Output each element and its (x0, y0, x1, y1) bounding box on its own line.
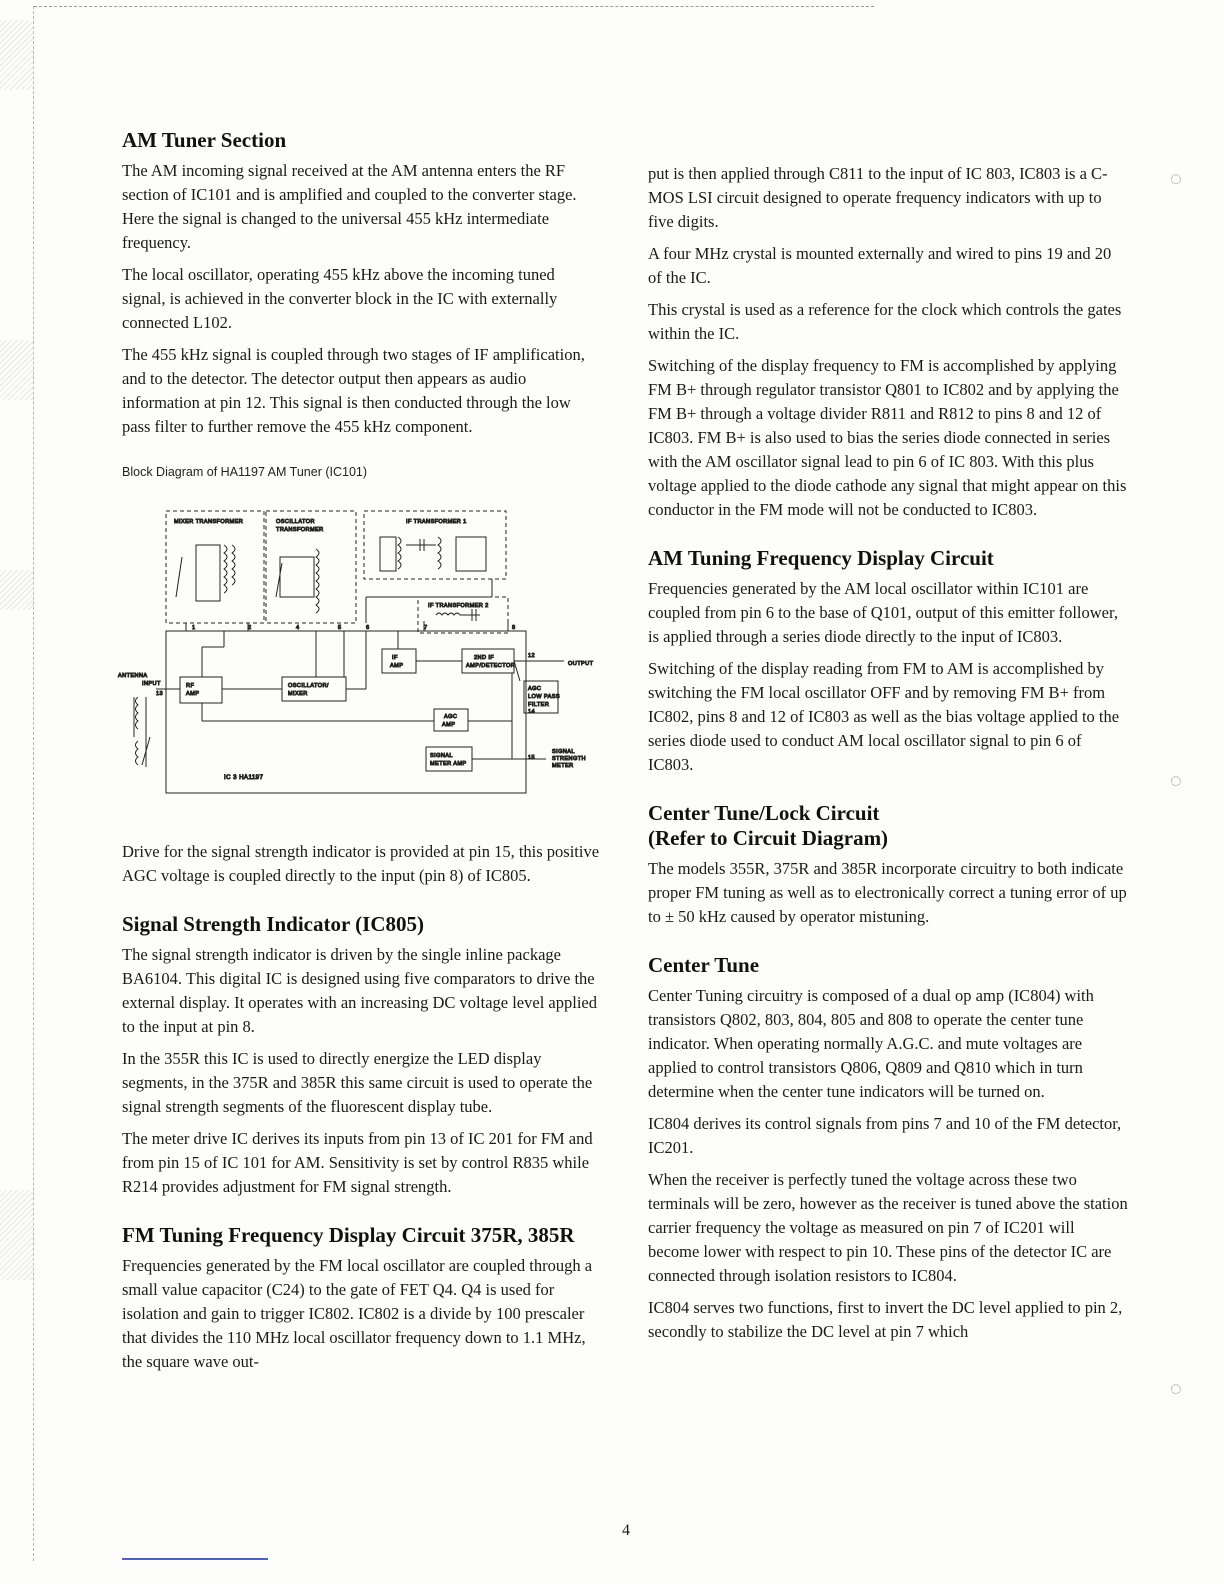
label-ic: IC 3 HA1197 (224, 774, 264, 781)
page-number: 4 (622, 1522, 630, 1539)
label-rf: RF (186, 683, 195, 689)
label-mixer-transformer: MIXER TRANSFORMER (174, 519, 244, 525)
paragraph: The signal strength indicator is driven by the single inline package BA6104. This digital IC is designed using five comparators to drive the external display. It operates with an increasing DC voltage level applied to the input at pin 8. (122, 945, 597, 1036)
paragraph: The models 355R, 375R and 385R incorporate circuitry to both indicate proper FM tuning as well as to electronically correct a tuning error of up to ± 50 kHz caused by operator mistuning. (648, 859, 1127, 926)
pin-12: 12 (528, 653, 536, 659)
paragraph: In the 355R this IC is used to directly energize the LED display segments, in the 375R and 385R this same circuit is used to operate the signal strength segments of the fluorescent display tube. (122, 1049, 593, 1116)
label-2nd-if: 2ND IF (474, 655, 495, 661)
second-if-block (462, 649, 514, 673)
label-meter-amp: METER AMP (430, 761, 467, 767)
binder-hole-mark: ◌ (1170, 1378, 1182, 1400)
if-amp-block (382, 649, 416, 673)
scan-noise (0, 570, 34, 610)
scan-noise (0, 340, 34, 400)
paragraph: The 455 kHz signal is coupled through two stages of IF amplification, and to the detector. The detector output then appears as audio information at pin 12. This signal is then conducted through the low pass filter to further remove the 455 kHz component. (122, 345, 585, 436)
paragraph: IC804 serves two functions, first to invert the DC level applied to pin 2, secondly to stabilize the DC level at pin 7 which (648, 1298, 1123, 1341)
label-agc-amp: AGC (444, 714, 458, 720)
label-amp: AMP (186, 691, 200, 697)
section-subheading-circuit-diagram: (Refer to Circuit Diagram) (648, 826, 889, 850)
label-signal: SIGNAL (430, 753, 453, 759)
paragraph: When the receiver is perfectly tuned the voltage across these two terminals will be zero, however as the receiver is tuned above the station carrier frequency the voltage as measured on pin 7 of IC201 will become lower with respect to pin 10. These pins of the detector IC are connected through isolation resistors to IC804. (648, 1170, 1128, 1285)
label-strength: STRENGTH (552, 756, 586, 762)
section-heading-center-tune: Center Tune (648, 953, 760, 977)
label-if-amp: AMP (390, 663, 404, 669)
scan-left-rule (33, 6, 34, 1561)
scan-noise (0, 1190, 34, 1280)
paragraph: This crystal is used as a reference for the clock which controls the gates within the IC. (648, 300, 1122, 343)
pin-15: 15 (528, 755, 536, 761)
paragraph: Frequencies generated by the FM local oscillator are coupled through a small value capacitor (C24) to the gate of FET Q4. Q4 is used for isolation and gain to trigger IC802. IC802 is a divide by 100 prescaler that divides the 110 MHz local oscillator frequency down to 1.1 MHz, the square wave out- (122, 1256, 593, 1371)
label-if-transformer-2: IF TRANSFORMER 2 (428, 603, 489, 609)
label-low-pass: LOW PASS (528, 694, 561, 700)
paragraph: Switching of the display frequency to FM is accomplished by applying FM B+ through regulator transistor Q801 to IC802 and by applying the FM B+ through a voltage divider R811 and R812 to pins 8 and 12 of IC803. FM B+ is also used to bias the series diode connected in series with the AM oscillator signal lead to pin 6 of IC 803. With this plus voltage applied to the diode cathode any signal that might appear on this conductor in the FM mode will not be conducted to IC803. (648, 356, 1127, 519)
paragraph: Drive for the signal strength indicator is provided at pin 15, this positive AGC voltage is coupled directly to the input (pin 8) of IC805. (122, 842, 600, 885)
pin-8: 8 (512, 625, 516, 631)
section-heading-am-tuner: AM Tuner Section (122, 128, 287, 152)
label-oscillator: OSCILLATOR (276, 519, 315, 525)
rf-amp-block (180, 677, 222, 703)
section-heading-am-display: AM Tuning Frequency Display Circuit (648, 546, 994, 570)
pin-13: 13 (156, 691, 164, 697)
section-heading-signal-strength: Signal Strength Indicator (IC805) (122, 912, 425, 936)
left-column (118, 128, 602, 1382)
paragraph: Switching of the display reading from FM to AM is accomplished by switching the FM local oscillator OFF and by removing FM B+ from IC802, pins 8 and 12 of IC803 as well as the bias voltage applied to the series diode used to conduct AM local oscillator signal to pin 6 of IC803. (648, 659, 1120, 774)
label-meter: METER (552, 763, 574, 769)
paragraph: Frequencies generated by the AM local oscillator within IC101 are coupled from pin 6 to the base of Q101, output of this emitter follower, is applied through a series diode directly to the input of IC803. (648, 579, 1118, 646)
label-amp-detector: AMP/DETECTOR (466, 663, 516, 669)
paragraph: The local oscillator, operating 455 kHz above the incoming tuned signal, is achieved in the converter block in the IC with externally connected L102. (122, 265, 558, 332)
label-if: IF (392, 655, 398, 661)
label-agc-amp-2: AMP (442, 722, 456, 728)
pin-6: 6 (366, 625, 370, 631)
pin-1: 1 (192, 625, 196, 631)
bottom-rule (122, 1558, 268, 1560)
label-filter: FILTER (528, 702, 550, 708)
scan-noise (0, 20, 34, 90)
section-heading-center-lock: Center Tune/Lock Circuit (648, 801, 880, 825)
paragraph: A four MHz crystal is mounted externally and wired to pins 19 and 20 of the IC. (648, 244, 1112, 287)
oscillator-mixer-block (282, 677, 346, 701)
right-column (648, 162, 1128, 1352)
paragraph: The meter drive IC derives its inputs from pin 13 of IC 201 for FM and from pin 15 of IC 101 for AM. Sensitivity is set by control R835 while R214 provides adjustment for FM signal strength. (122, 1129, 593, 1196)
binder-hole-mark: ◌ (1170, 168, 1182, 190)
scan-top-rule (34, 6, 874, 7)
label-output: OUTPUT (568, 661, 594, 667)
label-transformer: TRANSFORMER (276, 527, 324, 533)
antenna-coil-symbols (136, 697, 151, 765)
pin-5: 5 (338, 625, 342, 631)
label-mixer: MIXER (288, 691, 308, 697)
paragraph: put is then applied through C811 to the input of IC 803, IC803 is a C-MOS LSI circuit designed to operate frequency indicators with up to five digits. (648, 164, 1108, 231)
section-heading-fm-display: FM Tuning Frequency Display Circuit 375R, 385R (122, 1223, 575, 1247)
label-if-transformer-1: IF TRANSFORMER 1 (406, 519, 467, 525)
diagram-caption: Block Diagram of HA1197 AM Tuner (IC101) (122, 465, 368, 479)
label-signal-strength: SIGNAL (552, 749, 575, 755)
label-input: INPUT (142, 681, 161, 687)
label-agc: AGC (528, 686, 542, 692)
paragraph: IC804 derives its control signals from pins 7 and 10 of the FM detector, IC201. (648, 1114, 1122, 1157)
paragraph: Center Tuning circuitry is composed of a dual op amp (IC804) with transistors Q802, 803, 804, 805 and 808 to operate the center tune indicator. When operating normally A.G.C. and mute voltages are applied to control transistors Q806, Q809 and Q810 which in turn determine when the center tune indicators will be turned on. (648, 986, 1094, 1101)
signal-meter-amp-block (426, 747, 472, 771)
binder-hole-mark: ◌ (1170, 770, 1182, 792)
label-oscillator-mixer: OSCILLATOR/ (288, 683, 329, 689)
paragraph: The AM incoming signal received at the AM antenna enters the RF section of IC101 and is amplified and coupled to the converter stage. Here the signal is changed to the universal 455 kHz intermediate frequency. (122, 161, 577, 252)
label-antenna: ANTENNA (118, 673, 148, 679)
pin-2: 2 (248, 625, 252, 631)
pin-4: 4 (296, 625, 300, 631)
block-diagram (116, 497, 596, 817)
pin-14: 14 (528, 709, 536, 715)
pin-7: 7 (424, 625, 428, 631)
